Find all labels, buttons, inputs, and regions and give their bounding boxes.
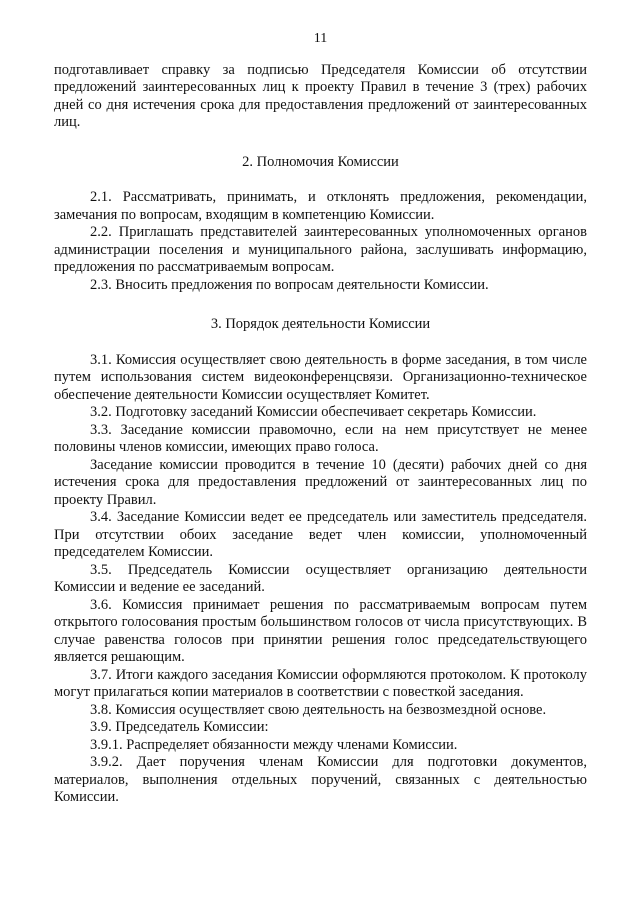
paragraph-3-7: 3.7. Итоги каждого заседания Комиссии оформляются протоколом. К протоколу могут прилагаться копии материалов в соответствии с повесткой заседания. bbox=[54, 666, 587, 700]
paragraph-3-9-2: 3.9.2. Дает поручения членам Комиссии для подготовки документов, материалов, выполнения отдельных поручений, связанных с деятельностью Комиссии. bbox=[54, 754, 587, 805]
paragraph-3-5: 3.5. Председатель Комиссии осуществляет организацию деятельности Комиссии и ведение ее заседаний. bbox=[54, 561, 587, 595]
paragraph-3-3-meeting: Заседание комиссии проводится в течение 10 (десяти) рабочих дней со дня истечения срока для предоставления предложений от заинтересованных лиц по проекту Правил. bbox=[54, 456, 587, 508]
paragraph-3-3: 3.3. Заседание комиссии правомочно, если на нем присутствует не менее половины членов комиссии, имеющих право голоса. bbox=[54, 421, 587, 455]
page-number: 11 bbox=[313, 31, 328, 46]
paragraph-3-9: 3.9. Председатель Комиссии: bbox=[90, 719, 269, 735]
paragraph-2-2: 2.2. Приглашать представителей заинтересованных уполномоченных органов администрации поселения и муниципального района, заслушивать информацию, предложения по рассматриваемым вопросам. bbox=[54, 224, 587, 275]
paragraph-3-1: 3.1. Комиссия осуществляет свою деятельность в форме заседания, в том числе путем использования систем видеоконференцсвязи. Организационно-техническое обеспечение деятельности Комиссии осуществляет Комитет. bbox=[54, 351, 587, 403]
paragraph-2-1: 2.1. Рассматривать, принимать, и отклонять предложения, рекомендации, замечания по вопросам, входящим в компетенцию Комиссии. bbox=[54, 189, 587, 223]
intro-paragraph: подготавливает справку за подписью Председателя Комиссии об отсутствии предложений заинтересованных лиц к проекту Правил в течение 3 (трех) рабочих дней со дня истечения срока для предоставления предложений от заинтересованных лиц. bbox=[54, 61, 587, 130]
paragraph-3-4: 3.4. Заседание Комиссии ведет ее председатель или заместитель председателя. При отсутствии обоих заседание ведет член комиссии, уполномоченный председателем Комиссии. bbox=[54, 509, 587, 560]
paragraph-3-9-1: 3.9.1. Распределяет обязанности между членами Комиссии. bbox=[90, 736, 458, 753]
paragraph-2-3: 2.3. Вносить предложения по вопросам деятельности Комиссии. bbox=[90, 276, 489, 293]
paragraph-3-6: 3.6. Комиссия принимает решения по рассматриваемым вопросам путем открытого голосования простым большинством голосов от числа присутствующих. В случае равенства голосов при принятии решения голос председательствующего является решающим. bbox=[54, 596, 587, 665]
paragraph-3-8: 3.8. Комиссия осуществляет свою деятельность на безвозмездной основе. bbox=[90, 701, 547, 718]
section-2-title: 2. Полномочия Комиссии bbox=[242, 153, 399, 170]
section-3-title: 3. Порядок деятельности Комиссии bbox=[210, 316, 431, 332]
paragraph-3-2: 3.2. Подготовку заседаний Комиссии обеспечивает секретарь Комиссии. bbox=[90, 404, 537, 420]
